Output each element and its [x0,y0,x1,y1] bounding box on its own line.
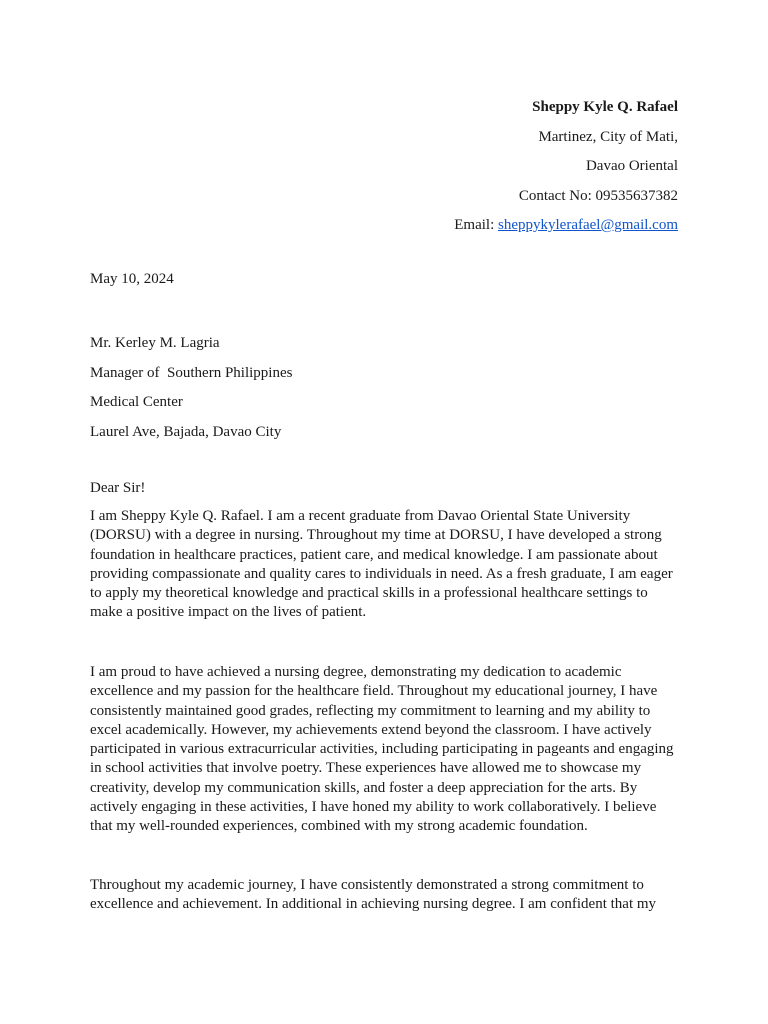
paragraph-line: make a positive impact on the lives of patient. [90,604,367,621]
paragraph-line: that my well-rounded experiences, combined with my strong academic foundation. [90,818,588,835]
sender-name: Sheppy Kyle Q. Rafael [532,99,678,115]
paragraph-line: (DORSU) with a degree in nursing. Throughout my time at DORSU, I have developed a strong [90,527,662,544]
paragraph-line: creativity, develop my communication skills, and foster a deep appreciation for the arts. By [90,779,638,796]
body-paragraph-3 [90,876,678,915]
paragraph-line: excellence and achievement. In additional in achieving nursing degree. I am confident that my [90,896,657,913]
paragraph-line: participated in various extracurricular activities, including participating in pageants and engaging [90,741,674,758]
paragraph-line: I am Sheppy Kyle Q. Rafael. I am a recent graduate from Davao Oriental State University [90,508,631,524]
paragraph-line: in school activities that involve poetry. These experiences have allowed me to showcase my [90,760,642,777]
recipient-title-line2: Medical Center [90,394,183,410]
recipient-block [90,329,292,447]
sender-address-line1: Martinez, City of Mati, [538,128,678,145]
paragraph-line: excel academically. However, my achievements extend beyond the classroom. I have actively [90,721,652,738]
paragraph-line: providing compassionate and quality cares to individuals in need. As a fresh graduate, I am eager [90,565,673,582]
letter-page [90,0,678,1024]
sender-address-line2: Davao Oriental [585,158,678,174]
sender-email-line [454,211,678,241]
paragraph-line: excellence and my passion for the healthcare field. Throughout my educational journey, I have [90,683,658,700]
salutation: Dear Sir! [90,480,146,496]
sender-email-link[interactable]: sheppykylerafael@gmail.com [498,217,678,233]
recipient-name: Mr. Kerley M. Lagria [90,335,220,351]
sender-email-label: Email: [454,217,498,233]
sender-block [454,93,678,241]
recipient-title-line1: Manager of Southern Philippines [90,364,293,381]
paragraph-line: Throughout my academic journey, I have consistently demonstrated a strong commitment to [90,877,644,893]
paragraph-line: to apply my theoretical knowledge and practical skills in a professional healthcare settings to [90,585,648,602]
letter-date: May 10, 2024 [90,271,174,287]
body-paragraph-2 [90,663,678,837]
sender-contact: Contact No: 09535637382 [518,187,678,204]
recipient-address: Laurel Ave, Bajada, Davao City [90,423,282,440]
body-paragraph-1 [90,507,678,623]
paragraph-line: actively engaging in these activities, I have honed my ability to work collaboratively. I believe [90,799,657,816]
paragraph-line: consistently maintained good grades, reflecting my commitment to learning and my ability to [90,702,651,719]
paragraph-line: I am proud to have achieved a nursing degree, demonstrating my dedication to academic [90,664,622,680]
paragraph-line: foundation in healthcare practices, patient care, and medical knowledge. I am passionate about [90,546,658,563]
